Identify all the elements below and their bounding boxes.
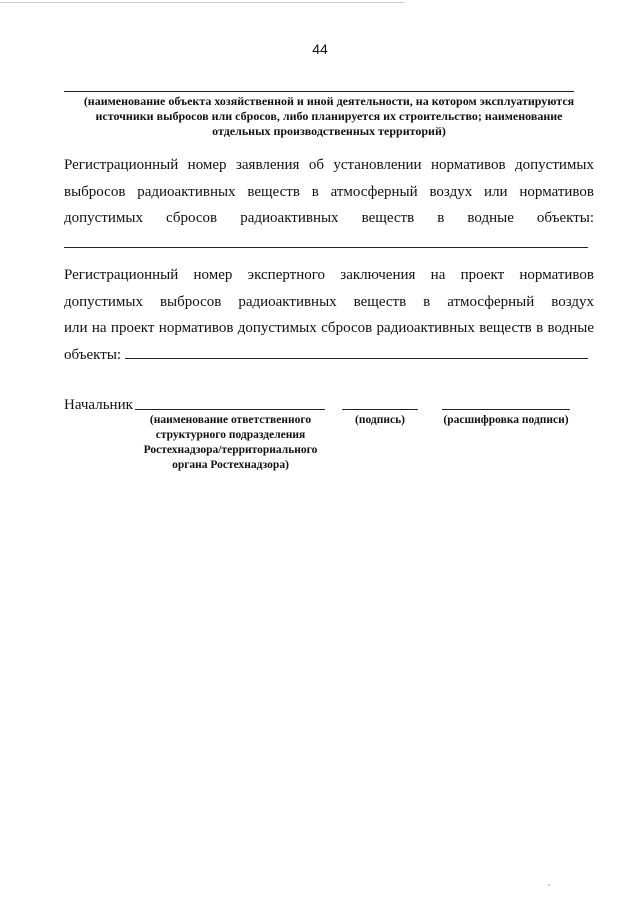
signature-field[interactable]	[342, 409, 418, 410]
scan-speck	[548, 884, 550, 886]
caption-line: (наименование объекта хозяйственной и иной деятельности, на котором эксплуатируются	[83, 94, 575, 108]
signature-caption: (подпись)	[355, 414, 405, 426]
object-name-caption	[64, 94, 594, 139]
caption-line: Ростехнадзора/территориального	[143, 444, 318, 456]
chief-name-caption	[128, 413, 333, 473]
paragraph-line: Регистрационный номер заявления об установлении нормативов допустимых	[64, 157, 594, 173]
scan-edge-line	[0, 2, 405, 3]
paragraph-line: допустимых выбросов радиоактивных веществ в атмосферный воздух	[64, 293, 594, 310]
object-name-field[interactable]	[64, 91, 574, 92]
caption-line: органа Ростехнадзора)	[172, 459, 289, 471]
paragraph-line: или на проект нормативов допустимых сбросов радиоактивных веществ в водные	[64, 320, 594, 336]
caption-line: (наименование ответственного	[149, 414, 312, 426]
expert-number-field[interactable]	[125, 342, 588, 359]
page-number: 44	[312, 41, 328, 57]
expert-paragraph	[64, 262, 594, 368]
chief-name-field[interactable]	[135, 409, 325, 410]
expert-objects-label: объекты:	[64, 346, 122, 363]
paragraph-line: выбросов радиоактивных веществ в атмосферный воздух или нормативов	[64, 183, 594, 200]
caption-line: структурного подразделения	[155, 429, 306, 441]
registration-paragraph	[64, 152, 594, 232]
caption-line: отдельных производственных территорий)	[212, 124, 446, 138]
paragraph-line: Регистрационный номер экспертного заключения на проект нормативов	[64, 267, 594, 283]
signature-decoding-field[interactable]	[442, 409, 570, 410]
decoding-caption: (расшифровка подписи)	[443, 414, 569, 426]
chief-label: Начальник	[64, 397, 133, 413]
paragraph-line: допустимых сбросов радиоактивных веществ в водные объекты:	[64, 210, 594, 226]
registration-number-field[interactable]	[64, 247, 588, 248]
expert-last-line	[64, 342, 588, 369]
caption-line: источники выбросов или сбросов, либо планируется их строительство; наименование	[95, 109, 563, 123]
